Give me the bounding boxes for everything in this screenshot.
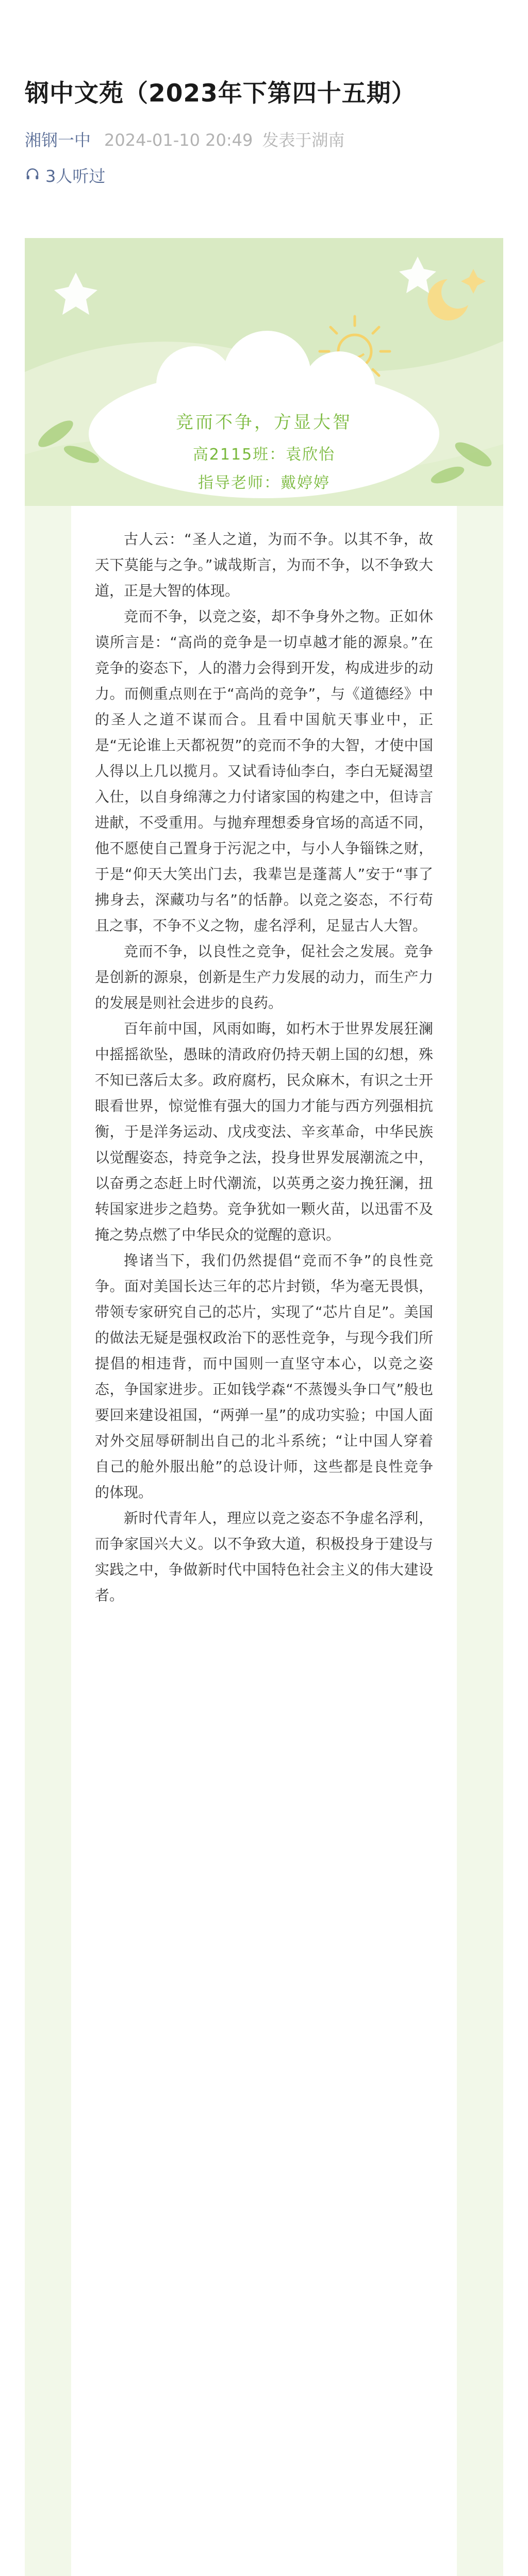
banner-theme: 竞而不争，方显大智 <box>176 412 352 433</box>
essay-panel <box>71 506 457 2576</box>
listen-button[interactable] <box>25 166 503 187</box>
author-line: 高2115班：袁欣怡 <box>192 446 336 464</box>
article-card <box>25 238 503 2576</box>
publish-datetime: 2024-01-10 20:49 <box>104 130 253 150</box>
essay-paragraph: 新时代青年人，理应以竞之姿态不争虚名浮利，而争家国兴大义。以不争致大道，积极投身于建设与实践之中，争做新时代中国特色社会主义的伟大建设者。 <box>95 1510 433 1604</box>
essay-content <box>95 527 433 1608</box>
listen-count: 3人听过 <box>45 166 106 186</box>
publish-location: 发表于湖南 <box>262 130 345 150</box>
essay-paragraph: 百年前中国，风雨如晦，如朽木于世界发展狂澜中摇摇欲坠，愚昧的清政府仍持天朝上国的幻想，殊不知已落后太多。政府腐朽，民众麻木，有识之士开眼看世界，惊觉惟有强大的国力才能与西方列强相抗衡，于是洋务运动、戊戌变法、辛亥革命，中华民族以觉醒姿态，持竞争之法，投身世界发展潮流之中，以奋勇之态赶上时代潮流，以英勇之姿力挽狂澜，扭转国家进步之趋势。竞争犹如一颗火苗，以迅雷不及掩之势点燃了中华民众的觉醒的意识。 <box>95 1020 433 1243</box>
article-title: 钢中文苑（2023年下第四十五期） <box>25 79 416 108</box>
article-banner <box>25 238 503 506</box>
article-meta <box>25 130 503 150</box>
essay-paragraph: 竞而不争，以竞之姿，却不争身外之物。正如休谟所言是：“高尚的竞争是一切卓越才能的源泉。”在竞争的姿态下，人的潜力会得到开发，构成进步的动力。而侧重点则在于“高尚的竞争”，与《道德经》中的圣人之道不谋而合。且看中国航天事业中，正是“无论谁上天都祝贺”的竞而不争的大智，才使中国人得以上几以揽月。又试看诗仙李白，李白无疑渴望入仕，以自身绵薄之力付诸家国的构建之中，但诗言进献，不受重用。与抛弃理想委身官场的高适不同，他不愿使自己置身于污泥之中，与小人争锱铢之财，于是“仰天大笑出门去，我辈岂是蓬蒿人”安于“事了拂身去，深藏功与名”的恬静。以竞之姿态，不行苟且之事，不争不义之物，虚名浮利，足显古人大智。 <box>95 608 433 934</box>
essay-paragraph: 搀诸当下，我们仍然提倡“竞而不争”的良性竞争。面对美国长达三年的芯片封锁，华为毫无畏惧，带领专家研究自己的芯片，实现了“芯片自足”。美国的做法无疑是强权政治下的恶性竞争，与现今我们所提倡的相违背，而中国则一直坚守本心，以竞之姿态，争国家进步。正如钱学森“不蒸馒头争口气”般也要回来建设祖国，“两弹一星”的成功实验；中国人面对外交屈辱研制出自己的北斗系统；“让中国人穿着自己的舱外服出舱”的总设计师，这些都是良性竞争的体现。 <box>95 1252 433 1501</box>
essay-paragraph: 古人云：“圣人之道，为而不争。以其不争，故天下莫能与之争。”诚哉斯言，为而不争，以不争致大道，正是大智的体现。 <box>95 531 433 599</box>
essay-paragraph: 竞而不争，以良性之竞争，促社会之发展。竞争是创新的源泉，创新是生产力发展的动力，而生产力的发展是则社会进步的良药。 <box>95 943 433 1011</box>
account-link[interactable]: 湘钢一中 <box>25 130 91 150</box>
teacher-line: 指导老师：戴婷婷 <box>198 474 330 492</box>
article-header <box>25 77 503 187</box>
banner-decoration <box>25 238 503 506</box>
headphones-icon <box>25 166 45 187</box>
